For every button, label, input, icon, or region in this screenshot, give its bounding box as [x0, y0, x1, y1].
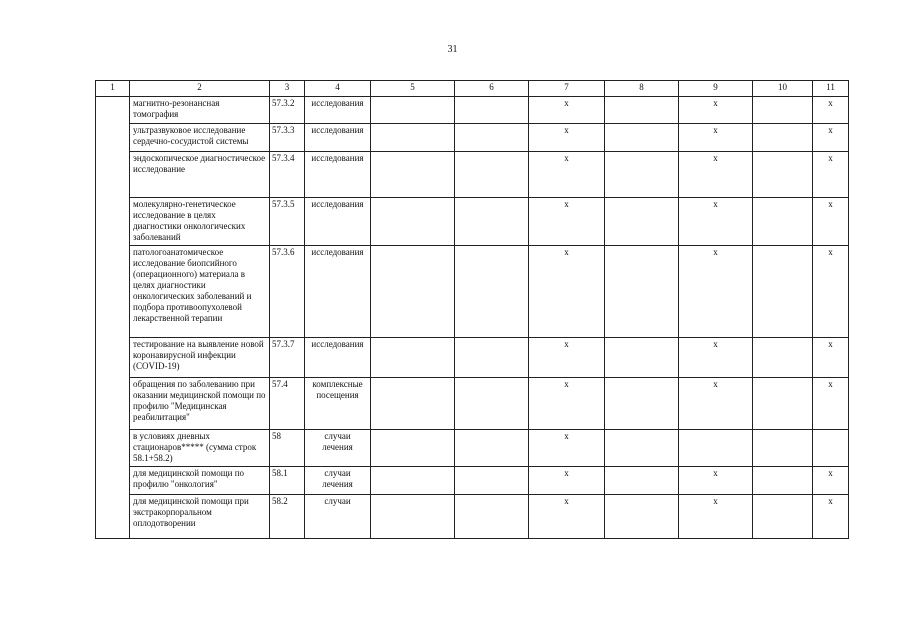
cell-col11: x [813, 124, 849, 152]
cell-col5 [371, 495, 455, 539]
cell-col5 [371, 152, 455, 198]
row-name: молекулярно-генетическое исследование в целях диагностики онкологических заболеваний [130, 198, 270, 246]
row-code: 57.3.2 [270, 97, 305, 124]
cell-col5 [371, 378, 455, 430]
cell-col9: x [679, 378, 753, 430]
cell-col6 [455, 198, 529, 246]
row-name: для медицинской помощи по профилю "онкология" [130, 467, 270, 495]
cell-col5 [371, 430, 455, 467]
cell-col11: x [813, 338, 849, 378]
cell-col9: x [679, 467, 753, 495]
cell-col8 [605, 152, 679, 198]
row-name: эндоскопическое диагностическое исследование [130, 152, 270, 198]
cell-col11: x [813, 378, 849, 430]
cell-col8 [605, 97, 679, 124]
cell-col7: x [529, 430, 605, 467]
table-row [96, 198, 849, 246]
data-table [95, 80, 849, 539]
table-row [96, 467, 849, 495]
cell-col8 [605, 495, 679, 539]
cell-col10 [753, 430, 813, 467]
cell-col11: x [813, 97, 849, 124]
row-code: 57.3.6 [270, 246, 305, 338]
row-unit: исследования [305, 246, 371, 338]
row-code: 57.4 [270, 378, 305, 430]
table-row [96, 97, 849, 124]
column-header: 6 [455, 81, 529, 97]
row-code: 57.3.5 [270, 198, 305, 246]
cell-col9: x [679, 198, 753, 246]
cell-col8 [605, 378, 679, 430]
cell-col11: x [813, 467, 849, 495]
row-name: для медицинской помощи при экстракорпоральном оплодотворении [130, 495, 270, 539]
cell-col8 [605, 338, 679, 378]
cell-col7: x [529, 378, 605, 430]
column-header: 3 [270, 81, 305, 97]
cell-col8 [605, 246, 679, 338]
column-header: 4 [305, 81, 371, 97]
row-unit: исследования [305, 97, 371, 124]
table-row [96, 246, 849, 338]
column-header: 5 [371, 81, 455, 97]
cell-col9: x [679, 338, 753, 378]
cell-col7: x [529, 495, 605, 539]
cell-col10 [753, 378, 813, 430]
cell-col7: x [529, 198, 605, 246]
cell-col8 [605, 430, 679, 467]
cell-col11: x [813, 495, 849, 539]
cell-col10 [753, 97, 813, 124]
table-row [96, 430, 849, 467]
cell-col5 [371, 124, 455, 152]
cell-col11 [813, 430, 849, 467]
row-code: 57.3.3 [270, 124, 305, 152]
cell-col6 [455, 495, 529, 539]
cell-col7: x [529, 152, 605, 198]
cell-col9: x [679, 97, 753, 124]
cell-col10 [753, 152, 813, 198]
column-header: 10 [753, 81, 813, 97]
cell-col9 [679, 430, 753, 467]
cell-col8 [605, 467, 679, 495]
cell-col10 [753, 467, 813, 495]
cell-col6 [455, 378, 529, 430]
cell-col8 [605, 124, 679, 152]
cell-col11: x [813, 152, 849, 198]
cell-col6 [455, 467, 529, 495]
cell-col5 [371, 246, 455, 338]
cell-col11: x [813, 246, 849, 338]
column-header: 1 [96, 81, 130, 97]
table-row [96, 378, 849, 430]
cell-col10 [753, 124, 813, 152]
row-code: 57.3.7 [270, 338, 305, 378]
row-name: ультразвуковое исследование сердечно-сосудистой системы [130, 124, 270, 152]
row-unit: случаи лечения [305, 430, 371, 467]
cell-col9: x [679, 124, 753, 152]
row-name: тестирование на выявление новой коронавирусной инфекции (COVID-19) [130, 338, 270, 378]
row-unit: случаи [305, 495, 371, 539]
column-header: 11 [813, 81, 849, 97]
cell-col10 [753, 198, 813, 246]
column-header: 7 [529, 81, 605, 97]
cell-col6 [455, 430, 529, 467]
cell-col7: x [529, 246, 605, 338]
row-name: в условиях дневных стационаров***** (сумма строк 58.1+58.2) [130, 430, 270, 467]
table-row [96, 152, 849, 198]
row-unit: исследования [305, 198, 371, 246]
cell-col11: x [813, 198, 849, 246]
cell-col5 [371, 97, 455, 124]
table-row [96, 338, 849, 378]
cell-col10 [753, 246, 813, 338]
cell-col10 [753, 495, 813, 539]
cell-col5 [371, 338, 455, 378]
row-code: 58 [270, 430, 305, 467]
table-row [96, 124, 849, 152]
row-name: обращения по заболеванию при оказании медицинской помощи по профилю "Медицинская реабилитация" [130, 378, 270, 430]
cell-col6 [455, 246, 529, 338]
cell-col6 [455, 338, 529, 378]
row-number-cell [96, 97, 130, 539]
row-name: магнитно-резонансная томография [130, 97, 270, 124]
cell-col7: x [529, 467, 605, 495]
row-code: 58.1 [270, 467, 305, 495]
cell-col8 [605, 198, 679, 246]
row-code: 57.3.4 [270, 152, 305, 198]
cell-col10 [753, 338, 813, 378]
cell-col7: x [529, 124, 605, 152]
table-row [96, 495, 849, 539]
cell-col7: x [529, 97, 605, 124]
row-unit: комплексные посещения [305, 378, 371, 430]
row-unit: исследования [305, 152, 371, 198]
cell-col7: x [529, 338, 605, 378]
column-header: 2 [130, 81, 270, 97]
row-unit: случаи лечения [305, 467, 371, 495]
cell-col6 [455, 152, 529, 198]
cell-col9: x [679, 246, 753, 338]
page-number: 31 [447, 44, 458, 55]
cell-col6 [455, 97, 529, 124]
row-unit: исследования [305, 338, 371, 378]
cell-col9: x [679, 152, 753, 198]
cell-col5 [371, 198, 455, 246]
row-code: 58.2 [270, 495, 305, 539]
column-header: 8 [605, 81, 679, 97]
table-header-row [96, 81, 849, 97]
cell-col5 [371, 467, 455, 495]
cell-col6 [455, 124, 529, 152]
row-name: патологоанатомическое исследование биопсийного (операционного) материала в целях диагностики онкологических заболеваний и подбора противоопухолевой лекарственной терапии [130, 246, 270, 338]
row-unit: исследования [305, 124, 371, 152]
cell-col9: x [679, 495, 753, 539]
column-header: 9 [679, 81, 753, 97]
